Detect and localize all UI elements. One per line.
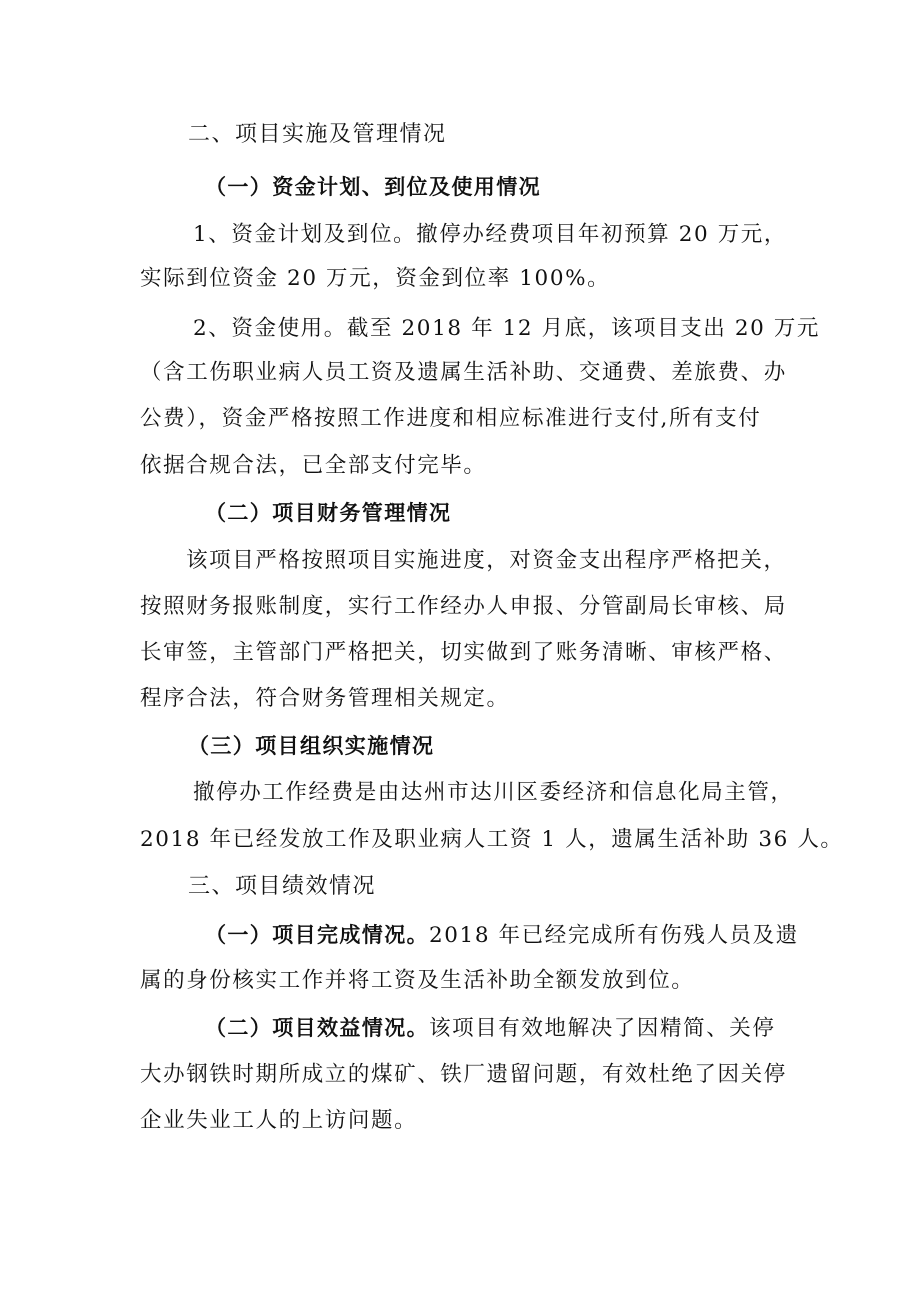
paragraph-line: 依据合规合法，已全部支付完毕。	[140, 453, 487, 478]
paragraph-line: 企业失业工人的上访问题。	[140, 1108, 418, 1133]
paragraph-line: 2018 年已经发放工作及职业病人工资 1 人，遗属生活补助 36 人。	[140, 827, 844, 852]
inline-text: 该项目有效地解决了因精简、关停	[429, 1016, 776, 1041]
section-3-heading: 三、项目绩效情况	[188, 874, 377, 899]
paragraph-line: 属的身份核实工作并将工资及生活补助全额发放到位。	[140, 968, 695, 993]
section-2-heading: 二、项目实施及管理情况	[188, 122, 447, 147]
subsection-2-1-heading: （一）资金计划、到位及使用情况	[205, 175, 541, 199]
paragraph-line: （含工伤职业病人员工资及遗属生活补助、交通费、差旅费、办	[140, 360, 787, 385]
paragraph-line: 程序合法，符合财务管理相关规定。	[140, 686, 510, 711]
paragraph-line: 长审签，主管部门严格把关，切实做到了账务清晰、审核严格、	[140, 640, 787, 665]
paragraph-line	[205, 920, 799, 951]
paragraph-line: 1、资金计划及到位。撤停办经费项目年初预算 20 万元，	[193, 222, 788, 247]
paragraph-line: 撤停办工作经费是由达州市达川区委经济和信息化局主管，	[193, 780, 794, 805]
subsection-2-3-heading: （三）项目组织实施情况	[188, 734, 435, 758]
paragraph-line: 公费），资金严格按照工作进度和相应标准进行支付,所有支付	[140, 406, 762, 431]
inline-text: 2018 年已经完成所有伤残人员及遗	[429, 923, 799, 948]
subsection-2-2-heading: （二）项目财务管理情况	[205, 501, 452, 525]
paragraph-line	[205, 1013, 776, 1044]
inline-bold-label: （一）项目完成情况。	[205, 923, 429, 947]
paragraph-line: 2、资金使用。截至 2018 年 12 月底，该项目支出 20 万元	[193, 316, 821, 341]
paragraph-line: 实际到位资金 20 万元，资金到位率 100%。	[140, 266, 611, 291]
inline-bold-label: （二）项目效益情况。	[205, 1016, 429, 1040]
paragraph-line: 按照财务报账制度，实行工作经办人申报、分管副局长审核、局	[140, 594, 787, 619]
paragraph-line: 该项目严格按照项目实施进度，对资金支出程序严格把关，	[186, 548, 787, 573]
paragraph-line: 大办钢铁时期所成立的煤矿、铁厂遗留问题，有效杜绝了因关停	[140, 1062, 787, 1087]
